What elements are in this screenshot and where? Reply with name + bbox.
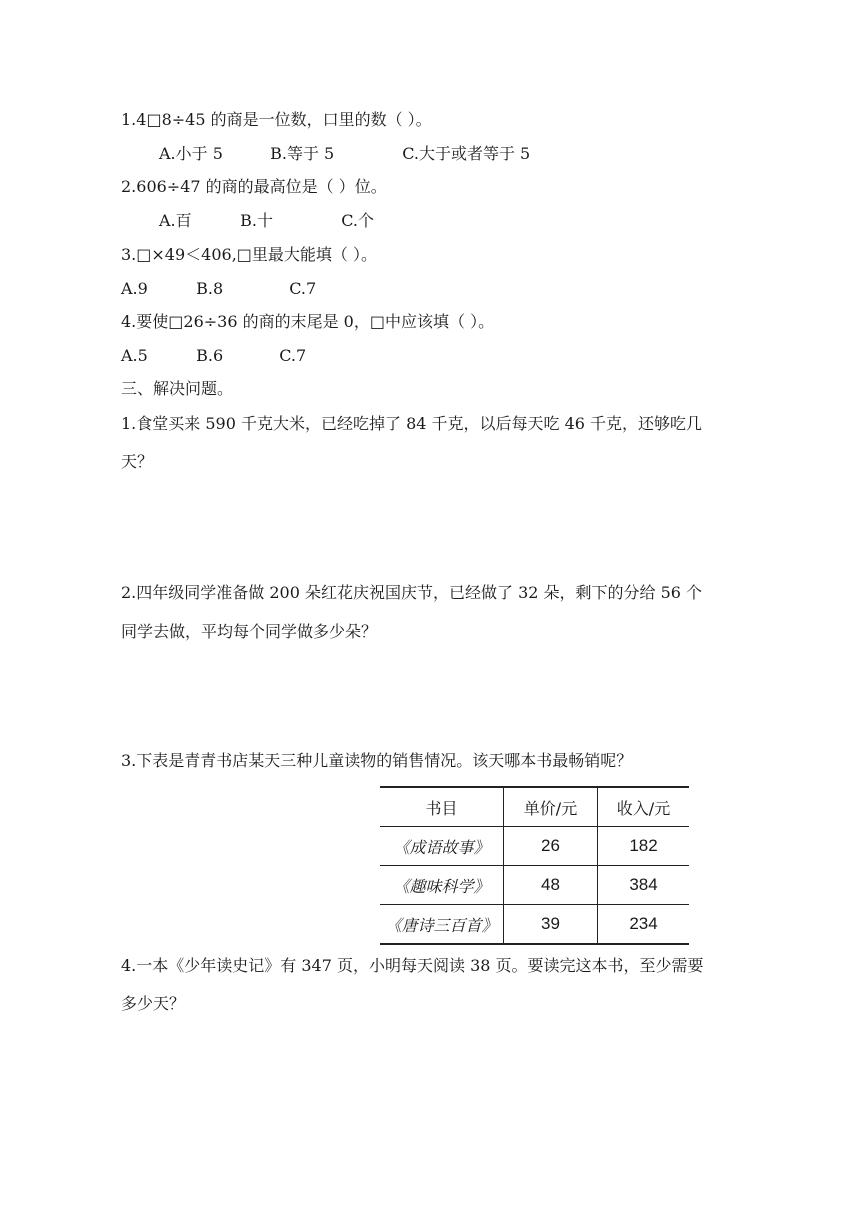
problem-4-line-1: 4.一本《少年读史记》有 347 页，小明每天阅读 38 页。要读完这本书，至少需要 [121, 956, 704, 975]
table-row [380, 866, 689, 905]
question-3-stem: 3.□×49＜406,□里最大能填（ ）。 [121, 245, 377, 264]
option-c: C.7 [279, 346, 307, 365]
book-title: 《唐诗三百首》 [380, 905, 504, 945]
option-a: A.小于 5 [159, 144, 223, 163]
sales-table [380, 786, 689, 945]
header-book: 书目 [380, 787, 504, 827]
income: 384 [598, 866, 690, 905]
question-1-options [159, 143, 530, 165]
question-2-stem: 2.606÷47 的商的最高位是（ ）位。 [121, 177, 387, 196]
problem-2-line-2: 同学去做，平均每个同学做多少朵？ [121, 622, 378, 641]
option-c: C.个 [341, 211, 374, 230]
problem-1-line-2: 天？ [121, 452, 154, 471]
option-c: C.7 [289, 279, 317, 298]
question-1-stem: 1.4□8÷45 的商是一位数，口里的数（ ）。 [121, 110, 432, 129]
section-title: 三、解决问题。 [121, 379, 234, 398]
unit-price: 26 [504, 827, 598, 866]
problem-4-line-2: 多少天？ [121, 994, 186, 1013]
option-a: A.百 [159, 211, 192, 230]
book-title: 《成语故事》 [380, 827, 504, 866]
question-4-stem: 4.要使□26÷36 的商的末尾是 0，□中应该填（ ）。 [121, 312, 495, 331]
option-a: A.9 [121, 279, 148, 298]
unit-price: 39 [504, 905, 598, 945]
header-income: 收入/元 [598, 787, 690, 827]
option-b: B.等于 5 [270, 144, 335, 163]
question-3-options [121, 278, 316, 300]
question-2-options [159, 210, 374, 232]
option-b: B.十 [240, 211, 273, 230]
option-b: B.6 [196, 346, 224, 365]
option-c: C.大于或者等于 5 [402, 144, 531, 163]
book-title: 《趣味科学》 [380, 866, 504, 905]
table-row [380, 827, 689, 866]
option-a: A.5 [121, 346, 148, 365]
unit-price: 48 [504, 866, 598, 905]
question-4-options [121, 345, 306, 367]
income: 234 [629, 914, 658, 933]
option-b: B.8 [196, 279, 224, 298]
problem-3-line-1: 3.下表是青青书店某天三种儿童读物的销售情况。该天哪本书最畅销呢？ [121, 751, 633, 770]
income: 182 [598, 827, 690, 866]
header-price: 单价/元 [504, 787, 598, 827]
table-row [380, 905, 689, 945]
problem-2-line-1: 2.四年级同学准备做 200 朵红花庆祝国庆节，已经做了 32 朵，剩下的分给 56 个 [121, 583, 703, 602]
table-header-row [380, 787, 689, 827]
problem-1-line-1: 1.食堂买来 590 千克大米，已经吃掉了 84 千克，以后每天吃 46 千克，还够吃几 [121, 414, 703, 433]
